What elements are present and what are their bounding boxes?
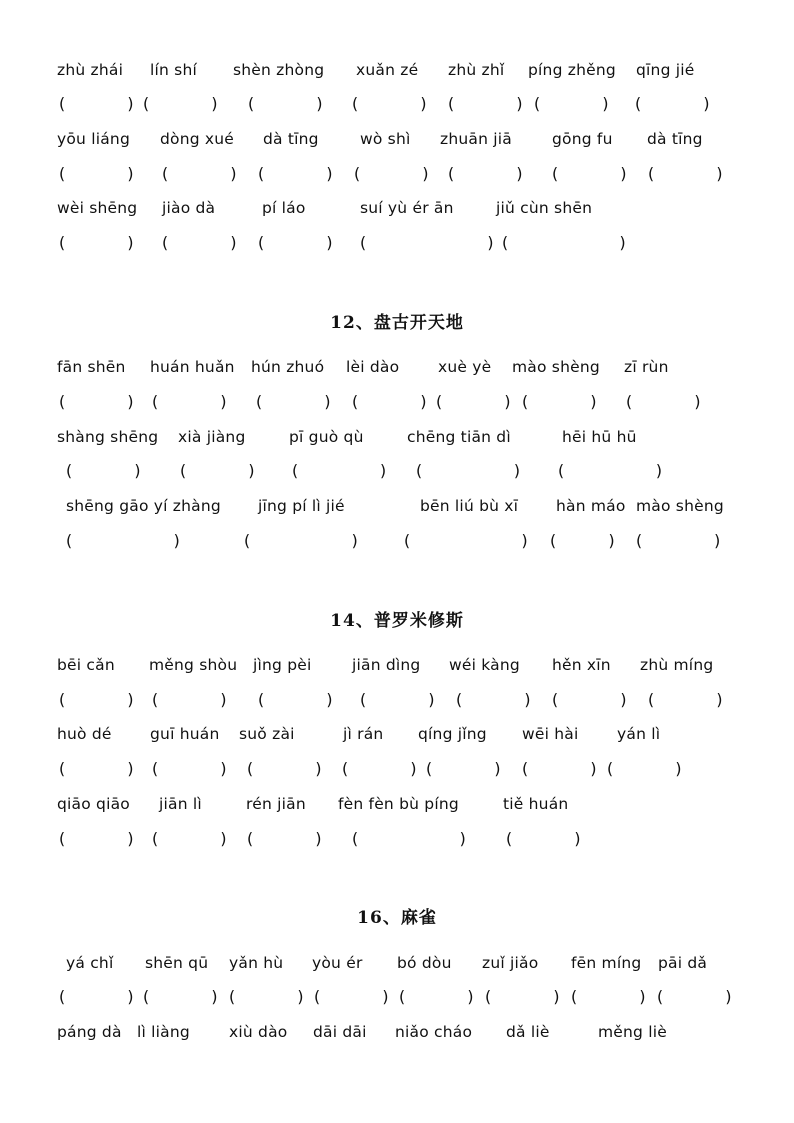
pinyin-word: píng zhěng <box>528 61 616 79</box>
answer-blank[interactable]: ( ) <box>414 461 523 480</box>
pinyin-row <box>0 196 794 220</box>
pinyin-word: lín shí <box>150 61 197 79</box>
pinyin-word: xiù dào <box>229 1023 288 1041</box>
pinyin-word: xià jiàng <box>178 428 246 446</box>
answer-blank[interactable]: ( ) <box>358 690 437 709</box>
answer-blank[interactable]: ( ) <box>57 164 136 183</box>
answer-blank[interactable]: ( ) <box>57 392 136 411</box>
pinyin-word: jīng pí lì jié <box>258 497 345 515</box>
answer-blank[interactable]: ( ) <box>556 461 665 480</box>
pinyin-word: bēn liú bù xī <box>420 497 519 515</box>
pinyin-word: rén jiān <box>246 795 306 813</box>
pinyin-word: jiān dìng <box>352 656 421 674</box>
pinyin-word: fèn fèn bù píng <box>338 795 459 813</box>
pinyin-word: shàng shēng <box>57 428 159 446</box>
answer-blank[interactable]: ( ) <box>150 759 229 778</box>
pinyin-word: mào shèng <box>636 497 724 515</box>
pinyin-word: bó dòu <box>397 954 452 972</box>
answer-blank[interactable]: ( ) <box>290 461 389 480</box>
pinyin-row <box>0 951 794 975</box>
pinyin-row <box>0 425 794 449</box>
answer-blank[interactable]: ( ) <box>256 164 335 183</box>
pinyin-word: wò shì <box>360 130 411 148</box>
pinyin-word: fēn míng <box>571 954 642 972</box>
pinyin-word: hún zhuó <box>251 358 325 376</box>
answer-blank-row <box>0 162 794 186</box>
answer-blank[interactable]: ( ) <box>424 759 503 778</box>
pinyin-word: dǎ liè <box>506 1023 550 1041</box>
answer-blank[interactable]: ( ) <box>227 987 306 1006</box>
answer-blank[interactable]: ( ) <box>57 829 136 848</box>
answer-blank[interactable]: ( ) <box>150 829 229 848</box>
pinyin-row <box>0 1020 794 1044</box>
answer-blank[interactable]: ( ) <box>434 392 513 411</box>
answer-blank[interactable]: ( ) <box>57 759 136 778</box>
pinyin-word: fān shēn <box>57 358 126 376</box>
answer-blank[interactable]: ( ) <box>150 690 229 709</box>
answer-blank[interactable]: ( ) <box>150 392 229 411</box>
pinyin-row <box>0 722 794 746</box>
answer-blank[interactable]: ( ) <box>256 690 335 709</box>
answer-blank-row <box>0 985 794 1009</box>
pinyin-word: guī huán <box>150 725 220 743</box>
pinyin-word: lèi dào <box>346 358 400 376</box>
pinyin-word: mào shèng <box>512 358 600 376</box>
pinyin-row <box>0 494 794 518</box>
pinyin-word: xuè yè <box>438 358 492 376</box>
answer-blank[interactable]: ( ) <box>550 164 629 183</box>
pinyin-word: shēn qū <box>145 954 209 972</box>
pinyin-word: suí yù ér ān <box>360 199 454 217</box>
pinyin-word: pāi dǎ <box>658 954 708 972</box>
pinyin-word: yòu ér <box>312 954 363 972</box>
answer-blank[interactable]: ( ) <box>350 829 468 848</box>
answer-blank[interactable]: ( ) <box>64 531 182 550</box>
pinyin-word: yá chǐ <box>66 954 114 972</box>
pinyin-word: dòng xué <box>160 130 235 148</box>
pinyin-word: zhù míng <box>640 656 714 674</box>
lesson-title <box>0 905 794 931</box>
pinyin-word: pī guò qù <box>289 428 364 446</box>
answer-blank[interactable]: ( ) <box>397 987 476 1006</box>
answer-blank[interactable]: ( ) <box>242 531 360 550</box>
answer-blank[interactable]: ( ) <box>624 392 703 411</box>
answer-blank[interactable]: ( ) <box>483 987 562 1006</box>
pinyin-word: wéi kàng <box>449 656 520 674</box>
answer-blank-row <box>0 827 794 851</box>
lesson-title <box>0 608 794 634</box>
pinyin-word: jiǔ cùn shēn <box>496 199 593 217</box>
pinyin-word: suǒ zài <box>239 725 295 743</box>
pinyin-word: měng liè <box>598 1023 667 1041</box>
answer-blank[interactable]: ( ) <box>520 759 599 778</box>
pinyin-word: hēi hū hū <box>562 428 637 446</box>
pinyin-word: bēi cǎn <box>57 656 115 674</box>
pinyin-word: pí láo <box>262 199 306 217</box>
pinyin-row <box>0 653 794 677</box>
pinyin-word: xuǎn zé <box>356 61 419 79</box>
pinyin-word: yǎn hù <box>229 954 284 972</box>
pinyin-word: jì rán <box>343 725 384 743</box>
pinyin-word: měng shòu <box>149 656 238 674</box>
pinyin-word: jiān lì <box>159 795 202 813</box>
pinyin-word: shèn zhòng <box>233 61 325 79</box>
lesson-title-text: 14、普罗米修斯 <box>330 611 464 631</box>
pinyin-word: jìng pèi <box>253 656 312 674</box>
answer-blank[interactable]: ( ) <box>256 233 335 252</box>
answer-blank[interactable]: ( ) <box>504 829 583 848</box>
answer-blank[interactable]: ( ) <box>245 829 324 848</box>
answer-blank[interactable]: ( ) <box>446 94 525 113</box>
answer-blank[interactable]: ( ) <box>520 392 599 411</box>
pinyin-word: tiě huán <box>503 795 569 813</box>
pinyin-word: zuǐ jiǎo <box>482 954 539 972</box>
answer-blank[interactable]: ( ) <box>141 987 220 1006</box>
answer-blank[interactable]: ( ) <box>500 233 628 252</box>
answer-blank-row <box>0 92 794 116</box>
answer-blank-row <box>0 231 794 255</box>
answer-blank[interactable]: ( ) <box>160 164 239 183</box>
answer-blank[interactable]: ( ) <box>245 759 324 778</box>
answer-blank[interactable]: ( ) <box>160 233 239 252</box>
pinyin-word: zhuān jiā <box>440 130 512 148</box>
answer-blank[interactable]: ( ) <box>569 987 648 1006</box>
pinyin-word: qiāo qiāo <box>57 795 130 813</box>
answer-blank-row <box>0 459 794 483</box>
answer-blank[interactable]: ( ) <box>57 94 136 113</box>
answer-blank[interactable]: ( ) <box>646 164 725 183</box>
pinyin-row <box>0 792 794 816</box>
pinyin-word: zhù zhǐ <box>448 61 505 79</box>
answer-blank[interactable]: ( ) <box>350 94 429 113</box>
pinyin-word: yán lì <box>617 725 661 743</box>
pinyin-word: lì liàng <box>137 1023 190 1041</box>
pinyin-word: qīng jié <box>636 61 695 79</box>
pinyin-word: huán huǎn <box>150 358 235 376</box>
lesson-title <box>0 310 794 336</box>
answer-blank[interactable]: ( ) <box>633 94 712 113</box>
answer-blank[interactable]: ( ) <box>646 690 725 709</box>
pinyin-word: jiào dà <box>162 199 216 217</box>
pinyin-word: dāi dāi <box>313 1023 367 1041</box>
answer-blank[interactable]: ( ) <box>246 94 325 113</box>
pinyin-word: yōu liáng <box>57 130 130 148</box>
answer-blank[interactable]: ( ) <box>57 987 136 1006</box>
answer-blank[interactable]: ( ) <box>352 164 431 183</box>
answer-blank-row <box>0 688 794 712</box>
pinyin-word: dà tīng <box>263 130 319 148</box>
answer-blank[interactable]: ( ) <box>178 461 257 480</box>
pinyin-row <box>0 127 794 151</box>
answer-blank[interactable]: ( ) <box>655 987 734 1006</box>
answer-blank[interactable]: ( ) <box>312 987 391 1006</box>
answer-blank-row <box>0 529 794 553</box>
pinyin-word: hàn máo <box>556 497 626 515</box>
lesson-title-text: 12、盘古开天地 <box>330 313 464 333</box>
answer-blank-row <box>0 757 794 781</box>
pinyin-word: zī rùn <box>624 358 669 376</box>
answer-blank[interactable]: ( ) <box>548 531 617 550</box>
pinyin-word: chēng tiān dì <box>407 428 511 446</box>
answer-blank[interactable]: ( ) <box>454 690 533 709</box>
answer-blank[interactable]: ( ) <box>605 759 684 778</box>
answer-blank[interactable]: ( ) <box>358 233 496 252</box>
pinyin-word: hěn xīn <box>552 656 611 674</box>
answer-blank-row <box>0 390 794 414</box>
pinyin-row <box>0 355 794 379</box>
answer-blank[interactable]: ( ) <box>340 759 419 778</box>
answer-blank[interactable]: ( ) <box>350 392 429 411</box>
pinyin-word: shēng gāo yí zhàng <box>66 497 221 515</box>
pinyin-word: gōng fu <box>552 130 613 148</box>
answer-blank[interactable]: ( ) <box>532 94 611 113</box>
pinyin-word: qíng jǐng <box>418 725 487 743</box>
pinyin-word: wèi shēng <box>57 199 138 217</box>
pinyin-word: niǎo cháo <box>395 1023 473 1041</box>
pinyin-row <box>0 58 794 82</box>
pinyin-word: zhù zhái <box>57 61 124 79</box>
pinyin-word: dà tīng <box>647 130 703 148</box>
answer-blank[interactable]: ( ) <box>57 690 136 709</box>
answer-blank[interactable]: ( ) <box>402 531 530 550</box>
lesson-title-text: 16、麻雀 <box>357 908 437 928</box>
pinyin-word: huò dé <box>57 725 112 743</box>
answer-blank[interactable]: ( ) <box>141 94 220 113</box>
answer-blank[interactable]: ( ) <box>64 461 143 480</box>
answer-blank[interactable]: ( ) <box>254 392 333 411</box>
answer-blank[interactable]: ( ) <box>57 233 136 252</box>
answer-blank[interactable]: ( ) <box>550 690 629 709</box>
pinyin-word: wēi hài <box>522 725 579 743</box>
answer-blank[interactable]: ( ) <box>446 164 525 183</box>
pinyin-word: páng dà <box>57 1023 122 1041</box>
answer-blank[interactable]: ( ) <box>634 531 723 550</box>
